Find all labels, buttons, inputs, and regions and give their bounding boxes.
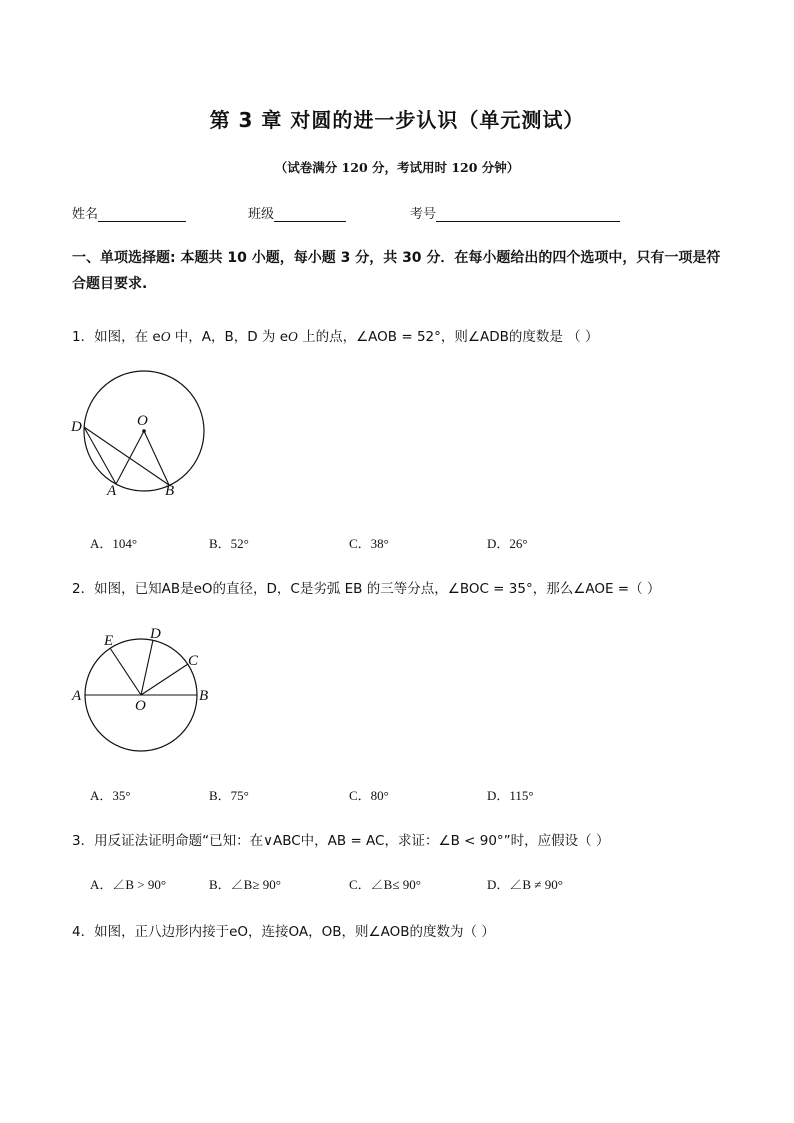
q2-option-d[interactable]: D．115°	[487, 788, 534, 803]
label-e: E	[104, 633, 114, 649]
q3-option-b[interactable]: B．∠B≥ 90°	[209, 877, 281, 892]
q2-option-b[interactable]: B．75°	[209, 788, 249, 803]
question-3: 3．用反证法证明命题“已知：在∨ABC中，AB = AC，求证：∠B < 90°”时，应假设（ ）	[72, 833, 610, 849]
segment-db	[84, 427, 169, 485]
label-b: B	[165, 483, 175, 499]
label-b: B	[199, 688, 209, 704]
section-heading: 一、单项选择题: 本题共 10 小题，每小题 3 分，共 30 分．在每小题给出的四个选项中，只有一项是符合题目要求.	[72, 250, 721, 292]
name-label: 姓名	[72, 207, 99, 222]
label-d: D	[71, 419, 82, 435]
question-number: 4．	[72, 924, 95, 940]
segment-oa	[116, 431, 144, 484]
exam-number-blank[interactable]	[436, 207, 620, 222]
q1-option-c[interactable]: C．38°	[349, 536, 389, 551]
label-o: O	[135, 698, 146, 714]
class-field[interactable]	[248, 203, 346, 222]
q3-option-a[interactable]: A．∠B > 90°	[90, 877, 167, 892]
label-a: A	[72, 688, 82, 704]
label-c: C	[188, 653, 199, 669]
name-blank[interactable]	[98, 207, 186, 222]
q3-option-d[interactable]: D．∠B ≠ 90°	[487, 877, 563, 892]
question-1: 1．如图，在 eO 中，A，B，D 为 eO 上的点，∠AOB = 52°，则∠ADB的度数是 （ ）	[72, 329, 599, 345]
question-number: 2．	[72, 581, 95, 597]
class-label: 班级	[248, 207, 275, 222]
name-field[interactable]	[72, 203, 186, 222]
page-title: 第 3 章 对圆的进一步认识（单元测试）	[209, 108, 585, 132]
q1-option-a[interactable]: A．104°	[90, 536, 138, 551]
radius-oe	[110, 648, 141, 695]
q2-option-c[interactable]: C．80°	[349, 788, 389, 803]
exam-number-label: 考号	[410, 207, 437, 222]
label-o: O	[137, 413, 148, 429]
question-number: 1．	[72, 329, 95, 345]
center-point	[142, 429, 146, 433]
radius-oc	[141, 664, 188, 695]
class-blank[interactable]	[274, 207, 346, 222]
q3-option-c[interactable]: C．∠B≤ 90°	[349, 877, 421, 892]
question-2: 2．如图，已知AB是eO的直径，D，C是劣弧 EB 的三等分点，∠BOC = 35°，那么∠AOE =（ ）	[72, 581, 661, 597]
q1-option-b[interactable]: B．52°	[209, 536, 249, 551]
q2-option-a[interactable]: A．35°	[90, 788, 131, 803]
exam-subtitle: （试卷满分 120 分，考试用时 120 分钟）	[274, 160, 520, 175]
figure-2	[66, 620, 216, 760]
question-number: 3．	[72, 833, 95, 849]
exam-number-field[interactable]	[410, 203, 620, 222]
question-4: 4．如图，正八边形内接于eO，连接OA，OB，则∠AOB的度数为（ ）	[72, 924, 495, 940]
q1-option-d[interactable]: D．26°	[487, 536, 528, 551]
label-d: D	[150, 626, 161, 642]
figure-1	[66, 352, 216, 502]
radius-od	[141, 640, 153, 695]
label-a: A	[107, 483, 117, 499]
